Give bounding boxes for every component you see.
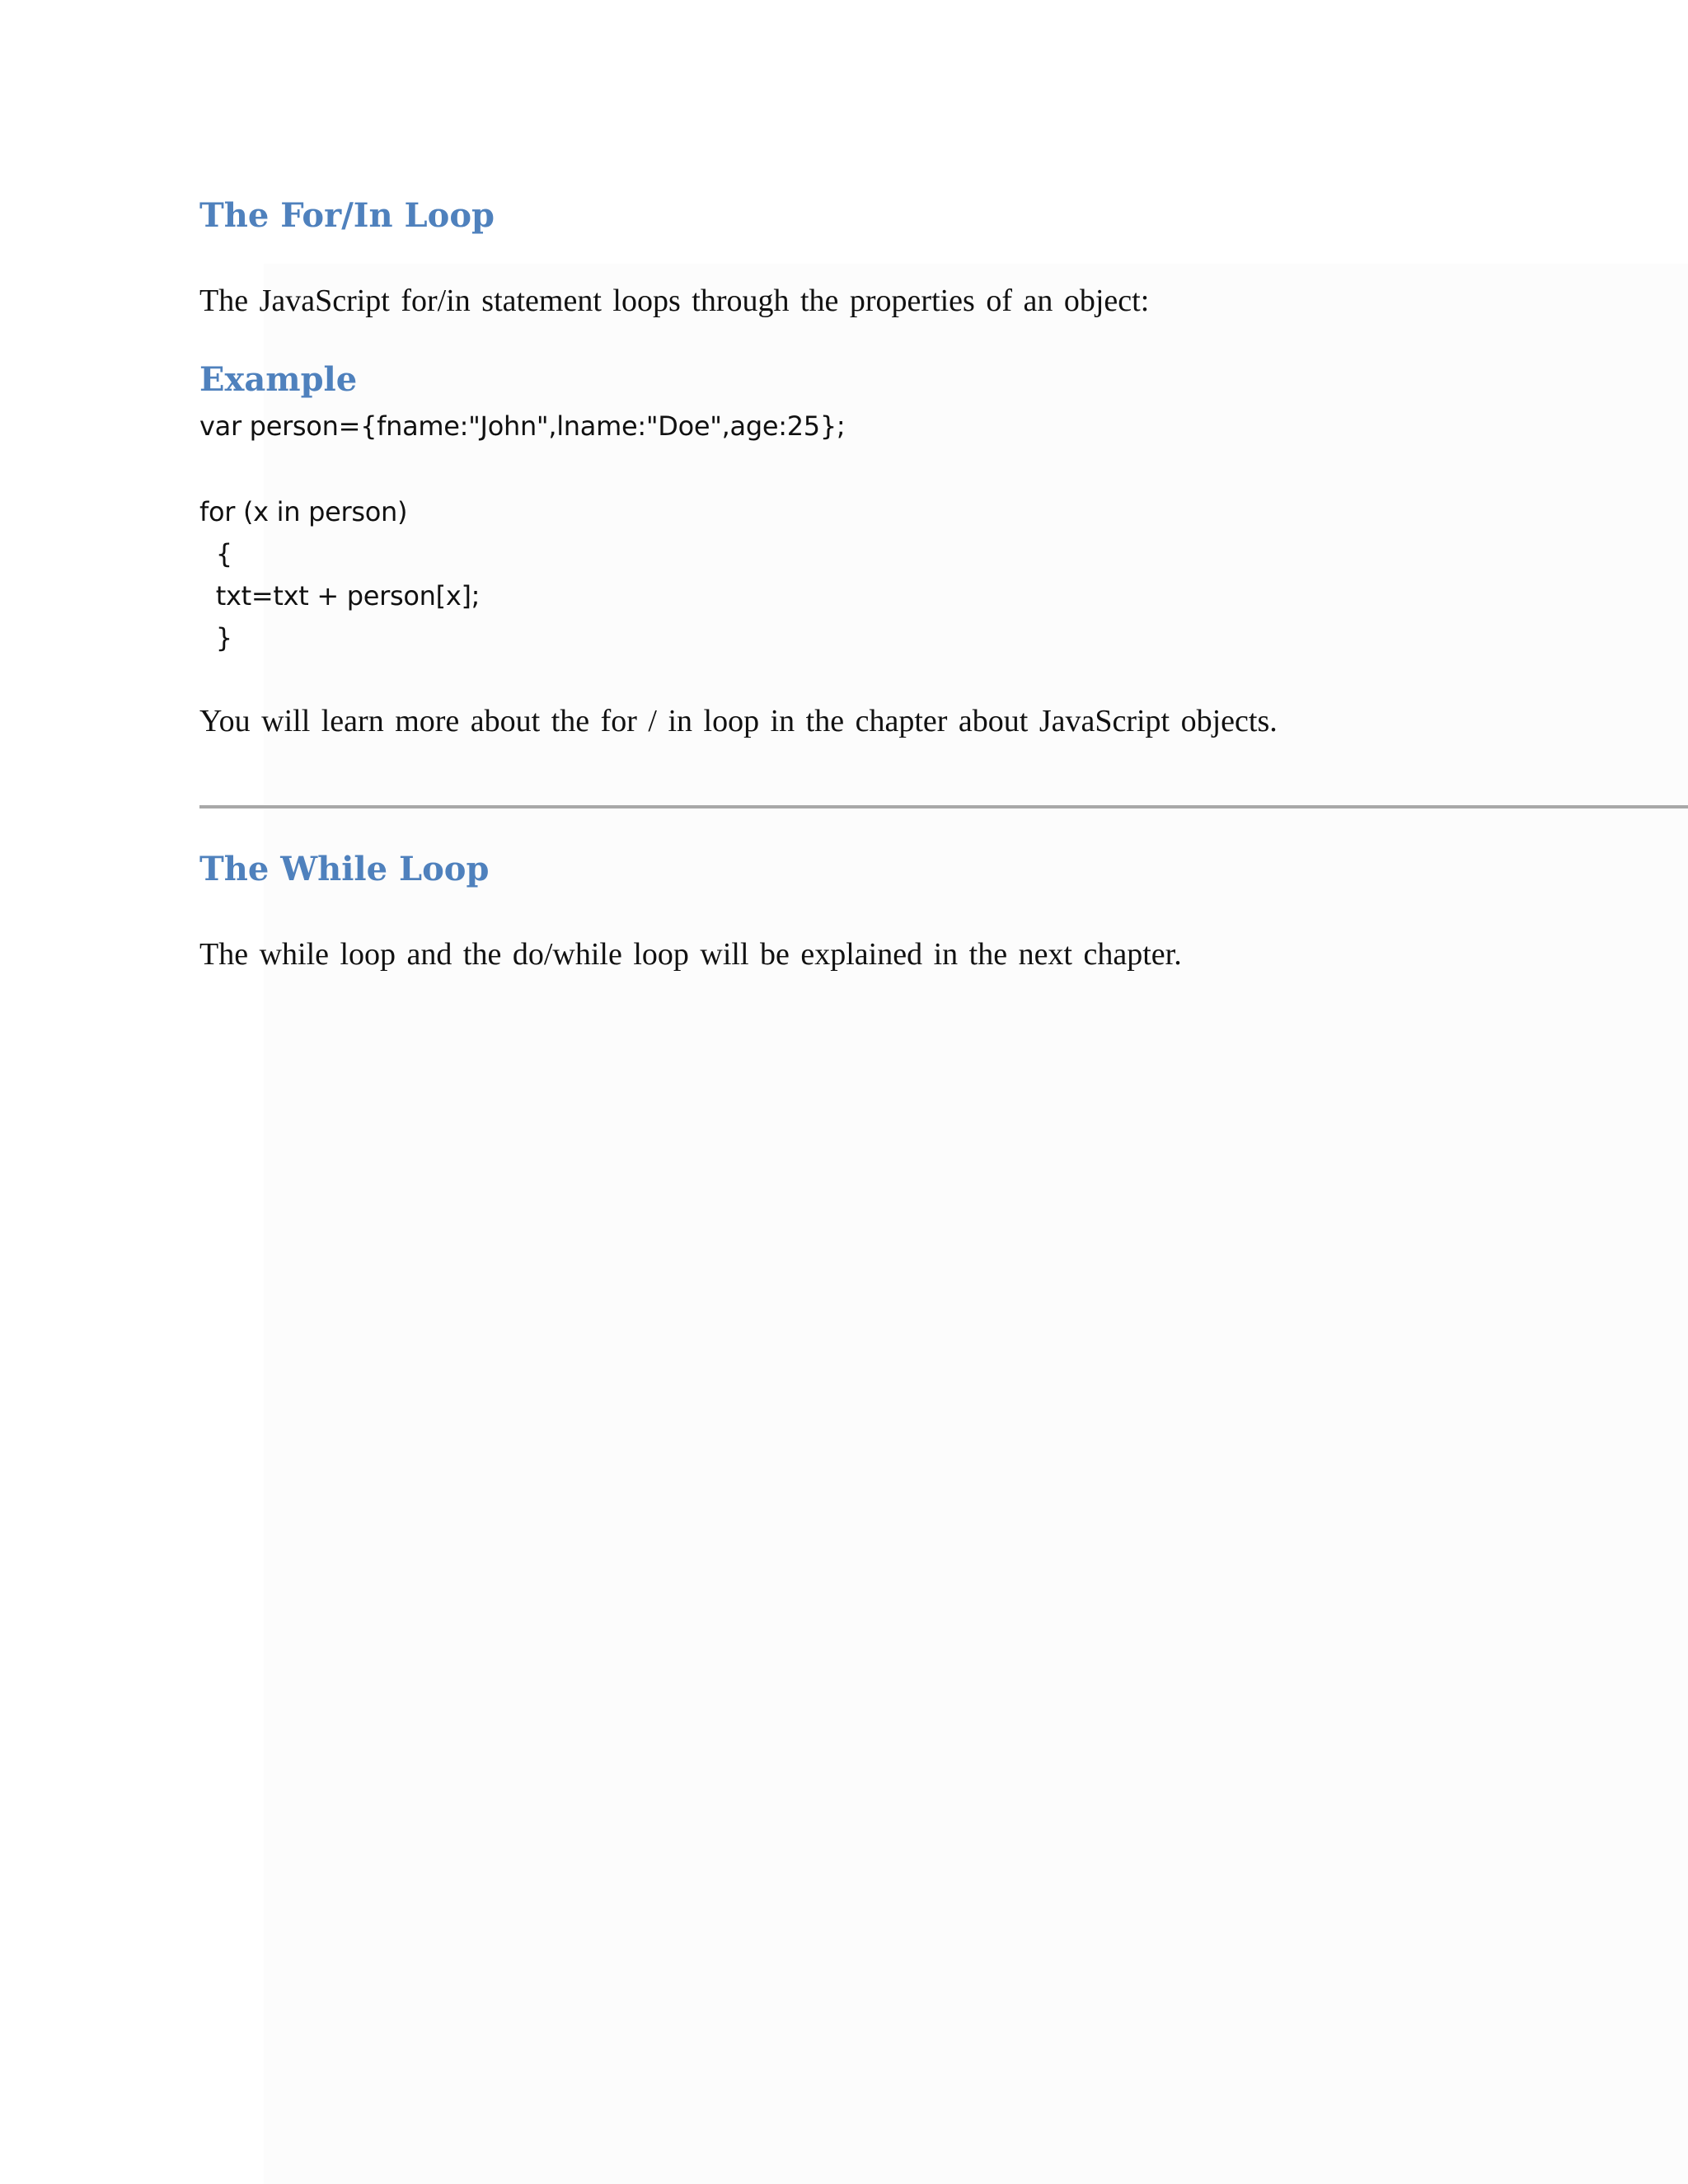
code-line-1: var person={fname:"John",lname:"Doe",age:25};: [199, 410, 846, 442]
heading-for-in-loop: The For/In Loop: [199, 196, 495, 235]
code-line-4: txt=txt + person[x];: [199, 580, 481, 612]
for-in-outro-text: You will learn more about the for / in loop in the chapter about JavaScript objects.: [199, 704, 1278, 738]
for-in-intro-text: The JavaScript for/in statement loops through the properties of an object:: [199, 284, 1150, 318]
horizontal-rule: [199, 805, 1688, 808]
heading-while-loop: The While Loop: [199, 850, 490, 888]
code-line-2: for (x in person): [199, 496, 408, 527]
while-loop-text: The while loop and the do/while loop will be explained in the next chapter.: [199, 937, 1182, 972]
code-line-3: {: [199, 538, 232, 569]
code-line-5: }: [199, 622, 232, 654]
page-shading: [264, 264, 1688, 2184]
example-heading: Example: [199, 360, 358, 399]
